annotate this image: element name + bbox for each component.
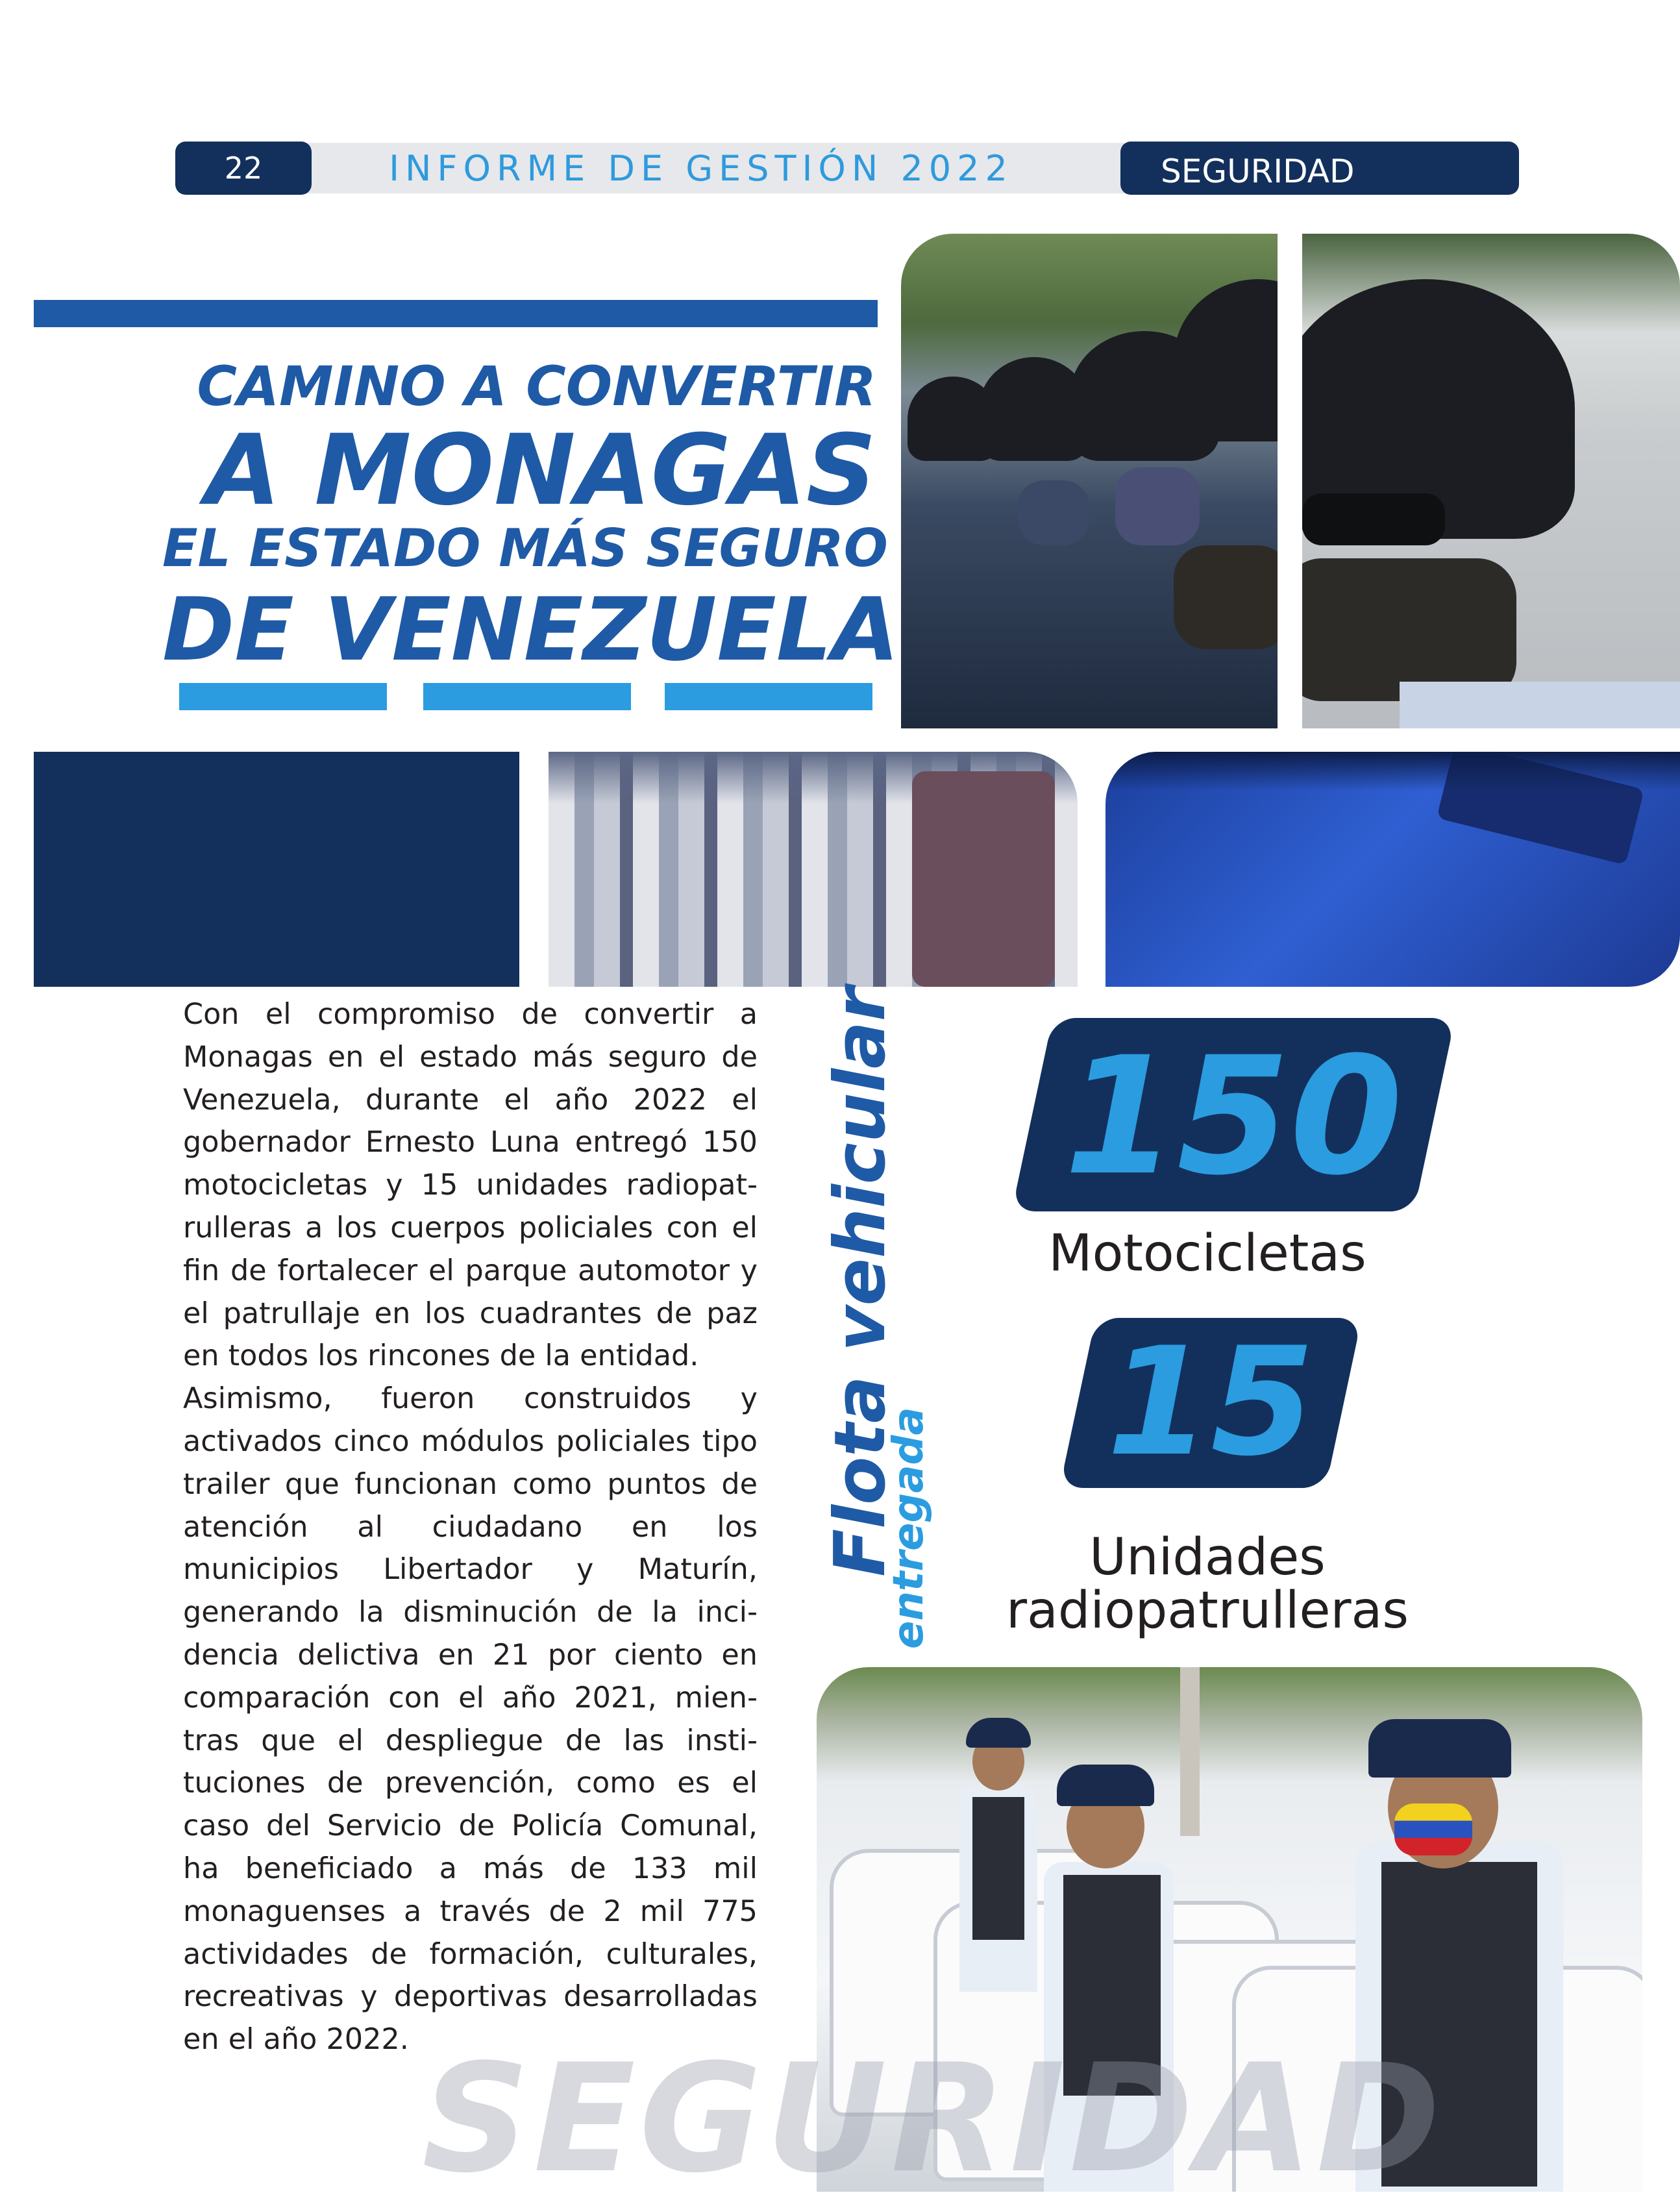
headline-line-3: EL ESTADO MÁS SEGURO — [162, 518, 888, 578]
officer-cap — [1057, 1765, 1154, 1806]
headline-dash — [423, 683, 631, 710]
helmet-shape — [1174, 279, 1278, 441]
face-mask — [1174, 545, 1278, 649]
officer-cap — [966, 1718, 1031, 1748]
section-watermark: SEGURIDAD — [422, 2033, 1444, 2206]
fleet-subheading: entregada — [885, 1407, 933, 1649]
headline-rule — [34, 300, 878, 327]
vest-shadow — [1106, 752, 1680, 791]
officer-vest — [972, 1797, 1024, 1940]
face-mask — [1018, 480, 1089, 545]
photo-belts — [549, 752, 1078, 987]
page-number: 22 — [175, 142, 312, 195]
officer-cap — [1368, 1719, 1511, 1778]
pole — [1180, 1667, 1200, 1836]
publication-title: INFORME DE GESTIÓN 2022 — [389, 148, 1013, 189]
navy-panel — [34, 752, 519, 987]
headline-line-1: CAMINO A CONVERTIR — [197, 354, 876, 418]
photo-police-vest — [1106, 752, 1680, 987]
headline-line-2: A MONAGAS — [205, 414, 876, 527]
fleet-heading: Flota vehicular — [820, 987, 901, 1577]
headline-dash — [179, 683, 387, 710]
body-text — [183, 993, 758, 2061]
face-mask — [1115, 467, 1200, 545]
stat-value-motorcycles: 150 — [1064, 1022, 1403, 1211]
stat-label-patrol-units-1: Unidades — [1089, 1528, 1326, 1587]
headline-line-4: DE VENEZUELA — [162, 579, 899, 680]
fleet-heading-block — [820, 987, 933, 1649]
body-paragraph-2: Asimismo, fueron construidos y activados cinco módulos policiales tipo trailer que funcionan como puntos de atención al ciudadano en los municipios Libertador y Maturín, generando la disminución de la incidencia delictiva en 21 por ciento en comparación con el año 2021, mientras que el despliegue de las instituciones de prevención, como es el caso del Servicio de Policía Comunal, ha beneficiado a más de 133 mil monaguenses a través de 2 mil 775 actividades de formación, culturales, recreativas y deportivas desarrolladas en el año 2022. — [183, 1382, 758, 2057]
stat-label-motorcycles: Motocicletas — [1048, 1224, 1366, 1283]
photo-officer-closeup — [1302, 234, 1680, 728]
face-mask — [1302, 558, 1516, 701]
flag-mask — [1394, 1803, 1472, 1855]
stat-label-patrol-units-2: radiopatrulleras — [1006, 1581, 1409, 1640]
section-label: SEGURIDAD — [1120, 142, 1519, 195]
body-paragraph-1: Con el compromiso de convertir a Monagas en el estado más seguro de Venezuela, durante el año 2022 el gobernador Ernesto Luna entregó 150 motocicletas y 15 unidades radiopatrulleras a los cuerpos policiales con el fin de fortalecer el parque automotor y el patrullaje en los cuadrantes de paz en todos los rincones de la entidad. — [183, 998, 758, 1373]
headline-dash — [665, 683, 872, 710]
stat-value-patrol-units: 15 — [1106, 1316, 1315, 1489]
shirt-collar — [1400, 682, 1680, 728]
photo-officers-helmets — [901, 234, 1278, 728]
vest-detail — [912, 771, 1055, 987]
sunglasses — [1302, 493, 1445, 545]
